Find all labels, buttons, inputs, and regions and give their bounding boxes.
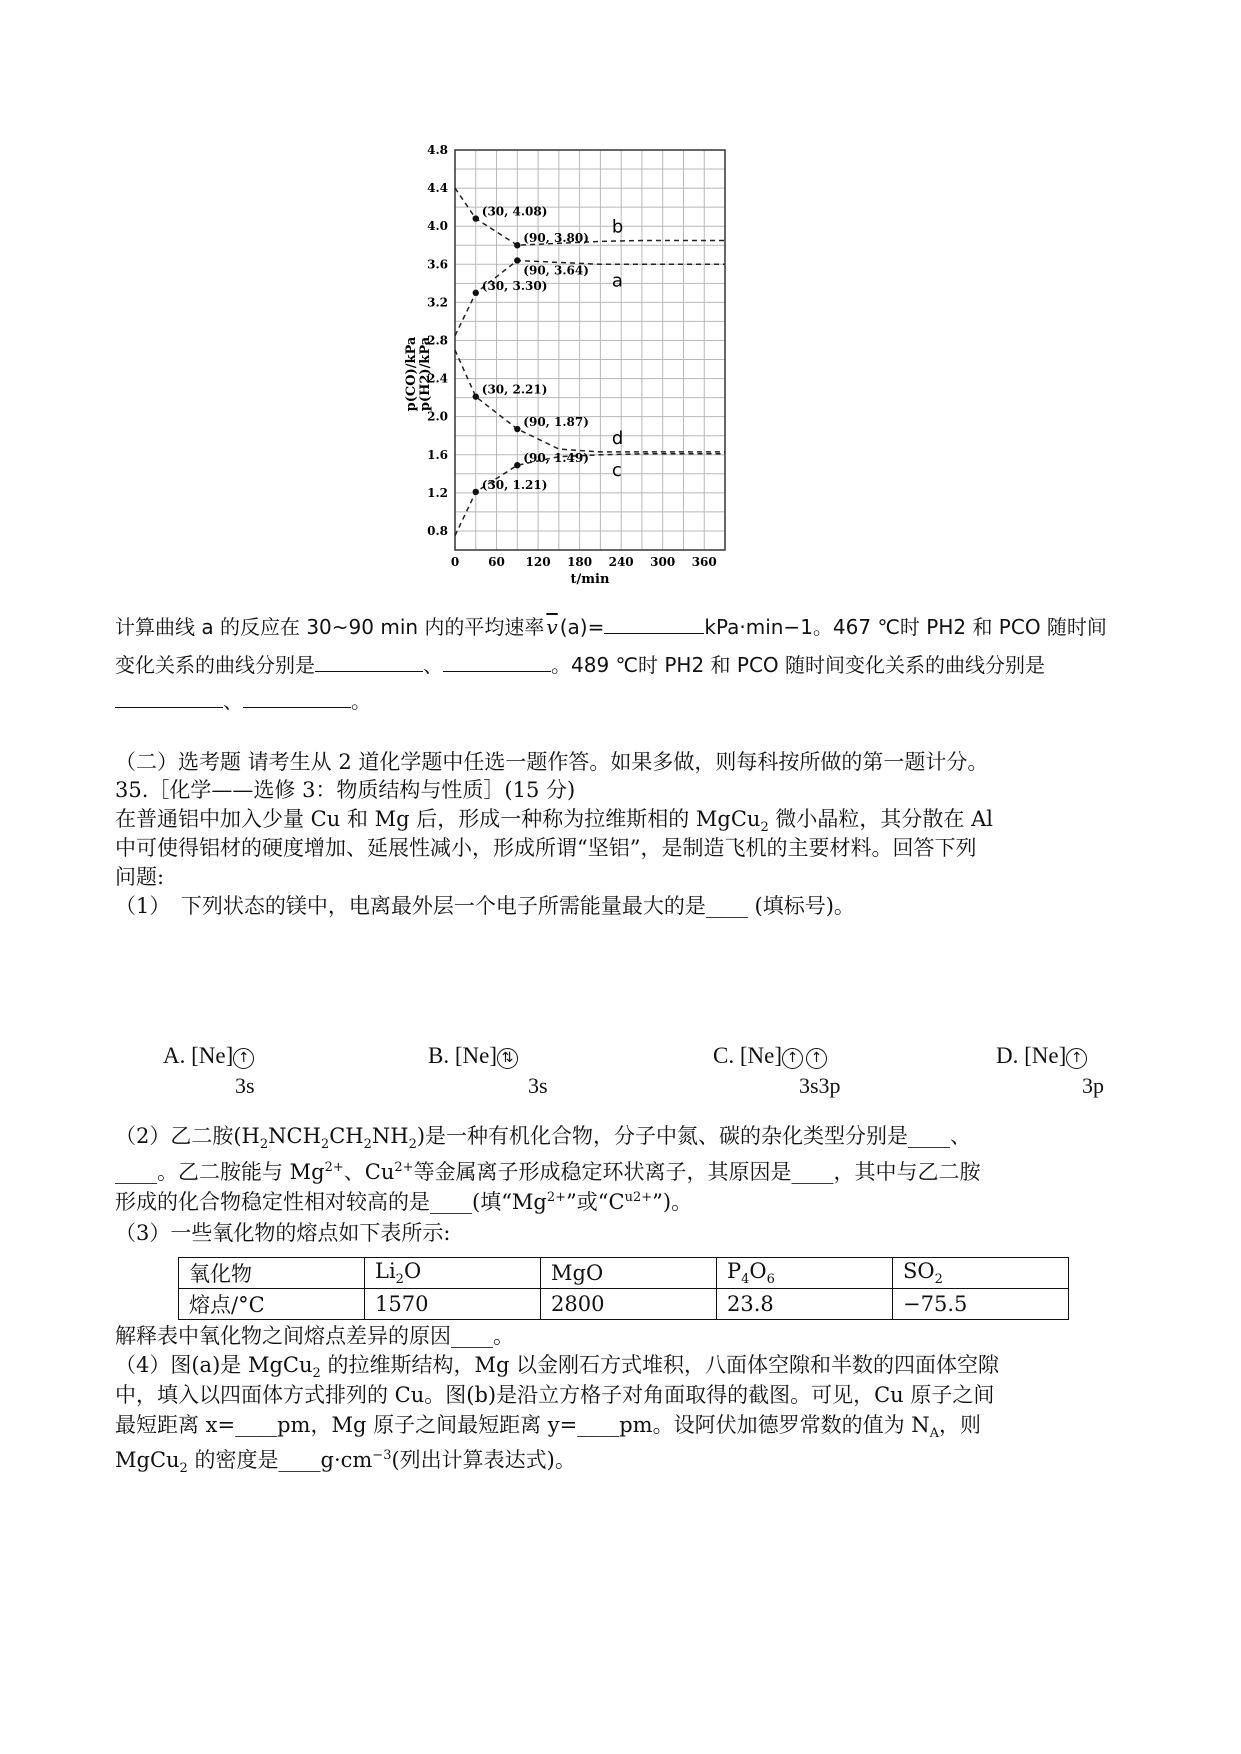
series-label-d: d: [611, 427, 624, 449]
y-tick-label: 4.0: [427, 219, 448, 234]
x-axis-label: t/min: [570, 572, 610, 587]
question-3: （3）一些氧化物的熔点如下表所示:: [115, 1221, 451, 1245]
chart-svg: [404, 143, 840, 670]
subscript: A: [929, 1426, 940, 1442]
data-point: [473, 215, 479, 221]
text: ____。乙二胺能与 Mg: [115, 1160, 325, 1184]
table-cell: 23.8: [717, 1289, 893, 1320]
cell-text: P: [727, 1258, 742, 1283]
subscript: 2: [363, 1137, 372, 1153]
point-annotation: (90, 3.80): [523, 231, 589, 246]
calc-text: 。: [351, 689, 371, 713]
point-annotation: (90, 1.49): [523, 451, 589, 466]
question-4-line-4: [115, 1440, 1135, 1484]
y-tick-label: 1.6: [427, 447, 448, 462]
orbital-label: 3s3p: [799, 1073, 841, 1098]
text: 最短距离 x=____pm，Mg 原子之间最短距离 y=____pm。设阿伏加德罗常数的值为 N: [115, 1413, 930, 1437]
y-tick-label: 2.4: [427, 371, 448, 386]
x-tick-label: 300: [650, 555, 676, 569]
y-tick-label: 2.8: [427, 333, 448, 348]
table-cell: [717, 1258, 893, 1289]
table-cell: −75.5: [893, 1289, 1069, 1320]
orbital-circle-icon: ↑: [806, 1048, 827, 1069]
table-cell: 1570: [365, 1289, 541, 1320]
superscript: 2+: [324, 1160, 344, 1175]
calc-line-3: [115, 686, 1135, 717]
y-axis-label: p(H2)/kPa: [418, 336, 433, 412]
text: 在普通铝中加入少量 Cu 和 Mg 后，形成一种称为拉维斯相的 MgCu: [115, 807, 761, 831]
point-annotation: (30, 1.21): [481, 477, 548, 492]
y-tick-label: 3.2: [427, 295, 448, 310]
x-tick-label: 60: [488, 555, 505, 569]
y-tick-label: 4.8: [427, 143, 448, 157]
calc-line-1: [115, 612, 1135, 643]
subscript: 2: [760, 820, 769, 836]
point-annotation: (90, 3.64): [523, 263, 589, 278]
calc-text: 、: [423, 653, 443, 677]
text: ，则: [939, 1413, 982, 1437]
avg-rate-symbol: $\overline{v}$: [546, 615, 558, 639]
option-d[interactable]: [996, 1043, 1104, 1098]
point-annotation: (30, 3.30): [481, 278, 548, 293]
series-label-a: a: [611, 270, 623, 292]
series-label-c: c: [611, 459, 622, 481]
calc-text: kPa·min−1。467 ℃时 PH2 和 PCO 随时间: [704, 615, 1107, 639]
table-cell: 2800: [541, 1289, 717, 1320]
orbital-label: 3s: [235, 1073, 255, 1098]
cell-text: O: [749, 1258, 767, 1283]
point-annotation: (90, 1.87): [523, 415, 589, 430]
text: NCH: [268, 1124, 321, 1148]
answer-blank[interactable]: [604, 613, 704, 634]
table-cell: 熔点/°C: [179, 1289, 365, 1320]
orbital-circle-icon: ⇅: [497, 1048, 518, 1069]
table-cell: MgO: [541, 1258, 717, 1289]
option-c[interactable]: [713, 1043, 841, 1098]
data-point: [473, 393, 479, 399]
series-line-c: [455, 454, 725, 536]
option-letter: C.: [713, 1043, 735, 1068]
series-line-d: [455, 350, 725, 452]
superscript: u2+: [624, 1190, 653, 1205]
calc-text: 。489 ℃时 PH2 和 PCO 随时间变化关系的曲线分别是: [551, 653, 1046, 677]
option-letter: A.: [163, 1043, 186, 1068]
y-tick-label: 1.2: [427, 485, 448, 500]
answer-blank[interactable]: [443, 651, 551, 672]
question-35-title: 35.［化学——选修 3：物质结构与性质］(15 分): [115, 778, 576, 802]
data-point: [514, 242, 520, 248]
text: )是一种有机化合物，分子中氮、碳的杂化类型分别是____、: [416, 1124, 972, 1148]
option-letter: D.: [996, 1043, 1019, 1068]
text: 形成的化合物稳定性相对较高的是____(填“Mg: [115, 1190, 547, 1214]
y-tick-label: 3.6: [427, 257, 448, 272]
paragraph-line: 问题:: [115, 865, 165, 889]
text: 、Cu: [343, 1160, 395, 1184]
subscript: 2: [259, 1137, 269, 1153]
answer-blank[interactable]: [115, 687, 223, 708]
paragraph-line: 中可使得铝材的硬度增加、延展性减小，形成所谓“坚铝”，是制造飞机的主要材料。回答下列: [115, 836, 977, 860]
y-tick-label: 0.8: [427, 523, 448, 538]
answer-blank[interactable]: [243, 687, 351, 708]
data-point: [514, 462, 520, 468]
config-core: [Ne]: [1024, 1043, 1067, 1068]
text: CH: [329, 1124, 364, 1148]
series-label-b: b: [611, 216, 624, 238]
superscript: 2+: [394, 1160, 414, 1175]
pressure-time-chart: [404, 143, 840, 670]
subscript: 2: [312, 1366, 321, 1382]
x-tick-label: 240: [608, 555, 634, 569]
subscript: 2: [395, 1272, 404, 1288]
orbital-circle-icon: ↑: [233, 1048, 254, 1069]
option-b[interactable]: [428, 1043, 548, 1098]
x-tick-label: 360: [691, 555, 717, 569]
data-point: [473, 489, 479, 495]
orbital-label: 3s: [528, 1073, 548, 1098]
x-tick-label: 120: [525, 555, 551, 569]
option-letter: B.: [428, 1043, 450, 1068]
text: NH: [371, 1124, 409, 1148]
x-tick-label: 0: [450, 555, 460, 569]
orbital-circle-icon: ↑: [1066, 1048, 1087, 1069]
electron-config-options: [0, 1043, 1241, 1113]
table-cell: [365, 1258, 541, 1289]
calc-text: 变化关系的曲线分别是: [115, 653, 315, 677]
text: (列出计算表达式)。: [391, 1448, 576, 1472]
data-point: [514, 426, 520, 432]
orbital-circle-icon: ↑: [782, 1048, 803, 1069]
text: 的拉维斯结构，Mg 以金刚石方式堆积，八面体空隙和半数的四面体空隙: [320, 1353, 1000, 1377]
question-4-line-2: 中，填入以四面体方式排列的 Cu。图(b)是沿立方格子对角面取得的截图。可见，Cu 原子之间: [115, 1383, 995, 1407]
text: 的密度是____g·cm: [187, 1448, 373, 1472]
table-row: [179, 1289, 1069, 1320]
cell-text: Li: [375, 1258, 396, 1283]
subscript: 2: [179, 1461, 188, 1477]
question-1: （1） 下列状态的镁中，电离最外层一个电子所需能量最大的是____ (填标号)。: [115, 894, 855, 918]
table-row: [179, 1258, 1069, 1289]
series-line-a: [455, 261, 725, 336]
y-tick-label: 4.4: [427, 181, 448, 196]
config-core: [Ne]: [739, 1043, 782, 1068]
text: ”或“C: [566, 1190, 625, 1214]
answer-blank[interactable]: [315, 651, 423, 672]
cell-text: O: [403, 1258, 422, 1283]
text: 等金属离子形成稳定环状离子，其原因是____，其中与乙二胺: [413, 1160, 981, 1184]
y-tick-label: 2.0: [427, 409, 448, 424]
config-core: [Ne]: [191, 1043, 234, 1068]
subscript: 2: [408, 1137, 417, 1153]
text: ”)。: [652, 1190, 693, 1214]
table-cell: 氧化物: [179, 1258, 365, 1289]
calc-text: (a)=: [559, 615, 605, 639]
option-a[interactable]: [163, 1043, 255, 1098]
calc-text: 计算曲线 a 的反应在 30~90 min 内的平均速率: [115, 615, 545, 639]
superscript: 2+: [546, 1190, 567, 1205]
subscript: 2: [320, 1137, 330, 1153]
calc-line-2: [115, 650, 1135, 681]
config-core: [Ne]: [454, 1043, 497, 1068]
text: MgCu: [115, 1448, 180, 1472]
point-annotation: (30, 4.08): [481, 204, 548, 219]
question-2-line-3: [115, 1182, 1135, 1218]
y-axis-label: p(CO)/kPa: [404, 336, 419, 412]
text: 微小晶粒，其分散在 Al: [768, 807, 993, 831]
melting-point-table: [178, 1257, 1069, 1320]
x-tick-label: 180: [567, 555, 593, 569]
text: （2）乙二胺(H: [115, 1124, 260, 1148]
text: （4）图(a)是 MgCu: [115, 1353, 313, 1377]
subscript: 4: [741, 1272, 750, 1288]
orbital-label: 3p: [1082, 1073, 1104, 1098]
data-point: [514, 257, 520, 263]
subscript: 6: [766, 1272, 775, 1288]
data-point: [473, 290, 479, 296]
calc-text: 、: [223, 689, 243, 713]
point-annotation: (30, 2.21): [481, 382, 548, 397]
cell-text: SO: [903, 1258, 935, 1283]
subscript: 2: [934, 1272, 943, 1288]
superscript: −3: [372, 1448, 392, 1463]
table-cell: [893, 1258, 1069, 1289]
section-intro: （二）选考题 请考生从 2 道化学题中任选一题作答。如果多做，则每科按所做的第一题计分。: [115, 750, 989, 774]
question-3-answer: 解释表中氧化物之间熔点差异的原因____。: [115, 1324, 514, 1348]
